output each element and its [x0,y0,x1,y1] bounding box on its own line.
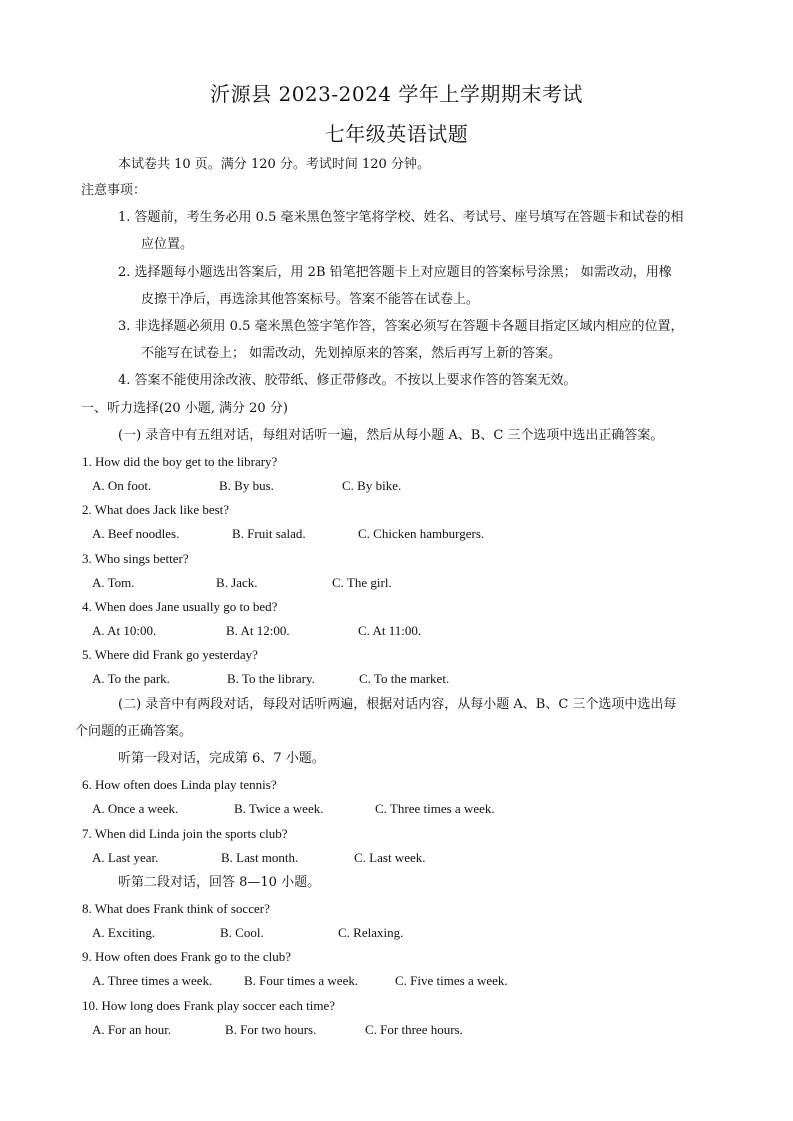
exam-title: 沂源县 2023-2024 学年上学期期末考试 [210,82,583,106]
notice-1: 1. 答题前，考生务必用 0.5 毫米黑色签字笔将学校、姓名、考试号、座号填写在答题卡和试卷的相 [118,210,684,225]
option-c: C. Chicken hamburgers. [358,526,485,541]
option-c: C. At 11:00. [358,623,422,638]
dialog1-note: 听第一段对话，完成第 6、7 小题。 [118,751,325,766]
exam-subtitle: 七年级英语试题 [324,122,469,146]
question-9: 9. How often does Frank go to the club? [82,949,292,964]
option-a: A. On foot. [92,478,152,493]
notice-4: 4. 答案不能使用涂改液、胶带纸、修正带修改。不按以上要求作答的答案无效。 [118,373,577,388]
question-10: 10. How long does Frank play soccer each time? [82,998,336,1013]
notice-3-cont: 不能写在试卷上； 如需改动，先划掉原来的答案，然后再写上新的答案。 [141,346,562,361]
option-b: B. Last month. [221,850,299,865]
option-c: C. By bike. [342,478,402,493]
option-a: A. To the park. [92,671,170,686]
option-b: B. By bus. [219,478,274,493]
notice-2: 2. 选择题每小题选出答案后，用 2B 铅笔把答题卡上对应题目的答案标号涂黑； 如需改动，用橡 [118,265,672,280]
option-b: B. At 12:00. [226,623,290,638]
option-b: B. For two hours. [225,1022,317,1037]
option-a: A. Beef noodles. [92,526,180,541]
notice-label: 注意事项： [81,183,147,198]
option-b: B. Four times a week. [244,973,359,988]
option-b: B. Fruit salad. [232,526,306,541]
part2-instruction: (二) 录音中有两段对话，每段对话听两遍，根据对话内容，从每小题 A、B、C 三个选项中选出每 [118,697,677,712]
option-c: C. Relaxing. [338,925,404,940]
notice-2-cont: 皮擦干净后，再选涂其他答案标号。答案不能答在试卷上。 [141,292,480,307]
option-a: A. Once a week. [92,801,179,816]
question-6: 6. How often does Linda play tennis? [82,777,277,792]
question-4: 4. When does Jane usually go to bed? [82,599,278,614]
option-c: C. To the market. [359,671,450,686]
option-a: A. Tom. [92,575,135,590]
option-a: A. Last year. [92,850,159,865]
part2-instruction-cont: 个问题的正确答案。 [75,724,193,739]
option-c: C. The girl. [332,575,392,590]
question-8: 8. What does Frank think of soccer? [82,901,270,916]
option-b: B. Cool. [220,925,264,940]
option-b: B. Twice a week. [234,801,324,816]
question-7: 7. When did Linda join the sports club? [82,826,288,841]
question-2: 2. What does Jack like best? [82,502,230,517]
option-a: A. Three times a week. [92,973,213,988]
option-c: C. For three hours. [365,1022,463,1037]
option-c: C. Three times a week. [375,801,495,816]
option-a: A. At 10:00. [92,623,157,638]
option-c: C. Five times a week. [395,973,508,988]
option-b: B. Jack. [216,575,258,590]
question-3: 3. Who sings better? [82,551,189,566]
option-a: A. For an hour. [92,1022,172,1037]
question-5: 5. Where did Frank go yesterday? [82,647,258,662]
notice-3: 3. 非选择题必须用 0.5 毫米黑色签字笔作答，答案必须写在答题卡各题目指定区域内相应的位置， [118,319,684,334]
part1-instruction: (一) 录音中有五组对话，每组对话听一遍，然后从每小题 A、B、C 三个选项中选出正确答案。 [118,428,664,443]
option-a: A. Exciting. [92,925,156,940]
question-1: 1. How did the boy get to the library? [82,454,278,469]
option-b: B. To the library. [227,671,315,686]
section1-heading: 一、听力选择(20 小题, 满分 20 分) [81,401,288,416]
intro-text: 本试卷共 10 页。满分 120 分。考试时间 120 分钟。 [118,157,430,172]
option-c: C. Last week. [354,850,426,865]
dialog2-note: 听第二段对话，回答 8—10 小题。 [118,875,321,890]
notice-1-cont: 应位置。 [141,237,194,252]
